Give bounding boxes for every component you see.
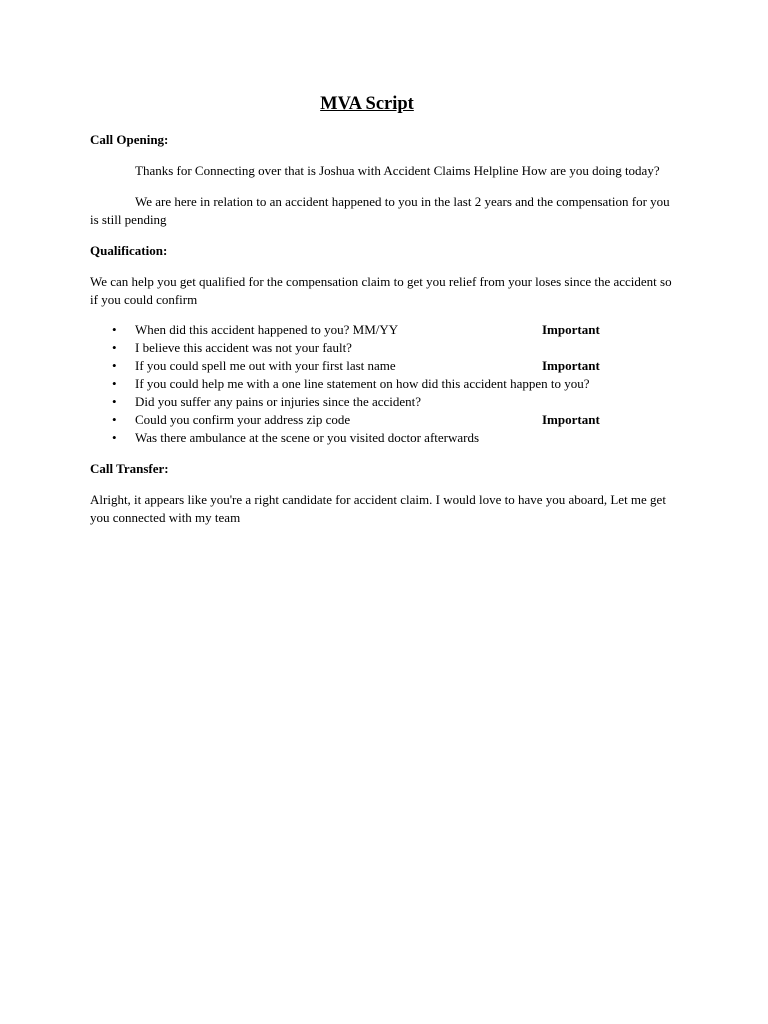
question-text: If you could spell me out with your first last name bbox=[135, 358, 396, 373]
question-text: I believe this accident was not your fault? bbox=[135, 340, 352, 355]
list-item bbox=[90, 375, 650, 393]
bullet-icon: • bbox=[112, 376, 117, 391]
list-item bbox=[90, 393, 650, 411]
opening-purpose-paragraph: We are here in relation to an accident happened to you in the last 2 years and the compensation for you is still pending bbox=[90, 194, 670, 227]
list-item bbox=[90, 321, 650, 339]
important-flag: Important bbox=[542, 358, 600, 373]
bullet-icon: • bbox=[112, 394, 117, 409]
list-item bbox=[90, 357, 650, 375]
bullet-icon: • bbox=[112, 358, 117, 373]
question-text: Was there ambulance at the scene or you visited doctor afterwards bbox=[135, 430, 480, 445]
call-transfer-paragraph: Alright, it appears like you're a right candidate for accident claim. I would love to have you aboard, Let me get you connected with my team bbox=[90, 492, 666, 525]
opening-greeting-paragraph: Thanks for Connecting over that is Joshua with Accident Claims Helpline How are you doing today? bbox=[135, 163, 660, 178]
question-text: If you could help me with a one line statement on how did this accident happen to you? bbox=[135, 376, 590, 391]
call-opening-heading: Call Opening: bbox=[90, 132, 169, 147]
document-title: MVA Script bbox=[320, 94, 414, 114]
bullet-icon: • bbox=[112, 430, 117, 445]
list-item bbox=[90, 339, 650, 357]
question-text: Could you confirm your address zip code bbox=[135, 412, 351, 427]
important-flag: Important bbox=[542, 412, 600, 427]
list-item bbox=[90, 429, 650, 447]
question-text: When did this accident happened to you? MM/YY bbox=[135, 322, 399, 337]
question-text: Did you suffer any pains or injuries since the accident? bbox=[135, 394, 422, 409]
important-flag: Important bbox=[542, 322, 600, 337]
qualification-heading: Qualification: bbox=[90, 243, 168, 258]
list-item bbox=[90, 411, 650, 429]
call-transfer-heading: Call Transfer: bbox=[90, 461, 169, 476]
bullet-icon: • bbox=[112, 412, 117, 427]
qualification-intro-paragraph: We can help you get qualified for the compensation claim to get you relief from your loses since the accident so if you could confirm bbox=[90, 274, 672, 307]
bullet-icon: • bbox=[112, 340, 117, 355]
qualification-question-list bbox=[90, 321, 650, 447]
bullet-icon: • bbox=[112, 322, 117, 337]
